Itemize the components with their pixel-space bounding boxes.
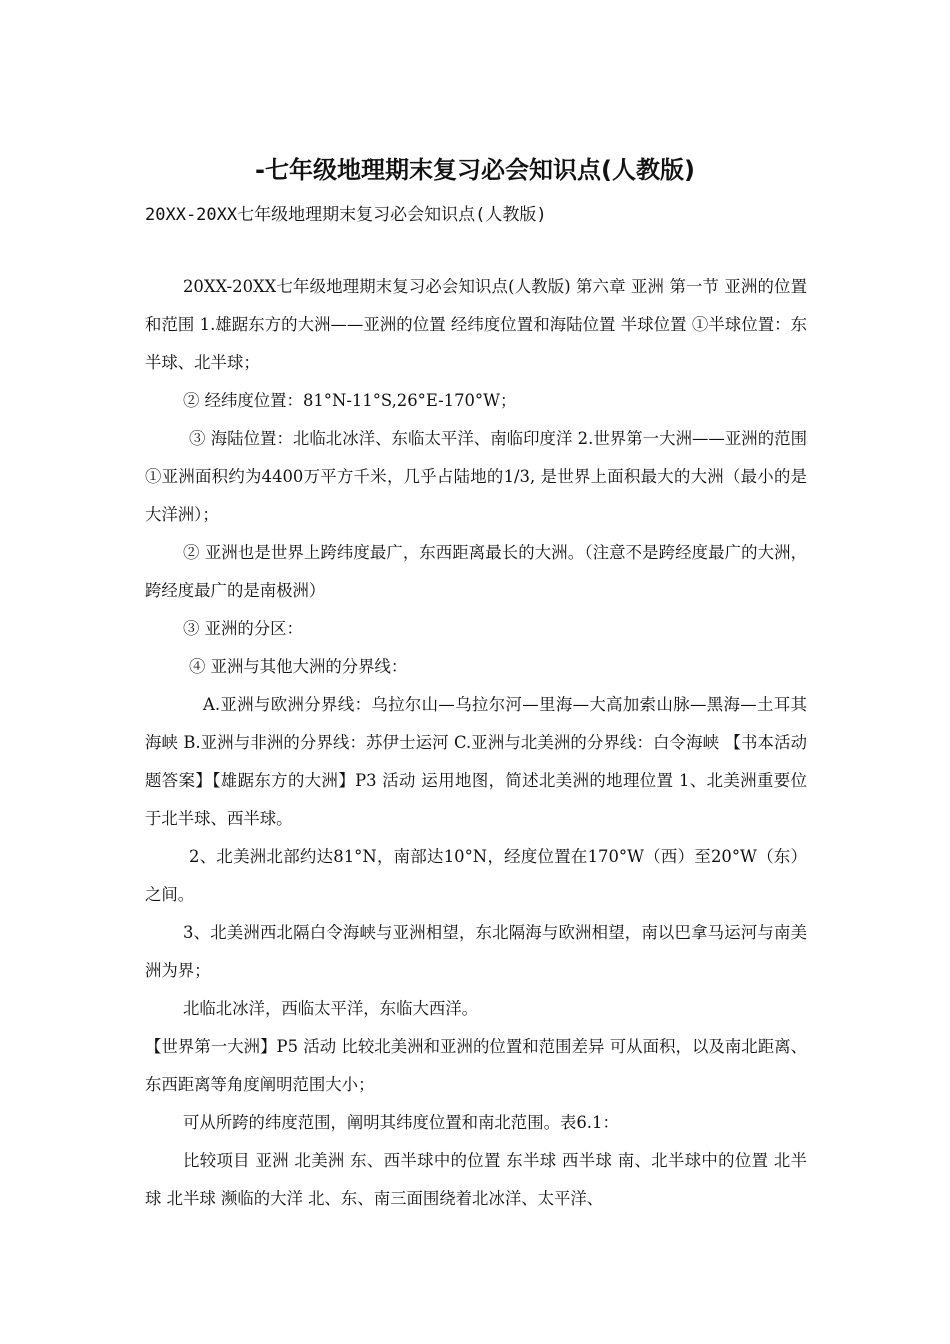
- paragraph: 20XX-20XX七年级地理期末复习必会知识点(人教版) 第六章 亚洲 第一节 亚洲的位置和范围 1.雄踞东方的大洲——亚洲的位置 经纬度位置和海陆位置 半球位置 ①半球位置：东半球、北半球；: [145, 277, 807, 372]
- paragraph: 【世界第一大洲】P5 活动 比较北美洲和亚洲的位置和范围差异 可从面积，以及南北距离、东西距离等角度阐明范围大小；: [145, 1037, 807, 1094]
- paragraph: 3、北美洲西北隔白令海峡与亚洲相望，东北隔海与欧洲相望，南以巴拿马运河与南美洲为界；: [145, 923, 807, 980]
- document-title: -七年级地理期末复习必会知识点(人教版): [255, 156, 695, 184]
- document-body: [145, 268, 807, 1218]
- document-subtitle: 20XX-20XX七年级地理期末复习必会知识点(人教版): [145, 205, 547, 225]
- paragraph: 北临北冰洋，西临太平洋，东临大西洋。: [183, 999, 479, 1018]
- paragraph: A.亚洲与欧洲分界线：乌拉尔山—乌拉尔河—里海—大高加索山脉—黑海—土耳其海峡 B.亚洲与非洲的分界线：苏伊士运河 C.亚洲与北美洲的分界线：白令海峡 【书本活动题答案】【雄踞东方的大洲】P3 活动 运用地图，简述北美洲的地理位置 1、北美洲重要位于北半球、西半球。: [145, 695, 807, 828]
- paragraph: 可从所跨的纬度范围，阐明其纬度位置和南北范围。表6.1：: [183, 1113, 619, 1132]
- paragraph: ② 经纬度位置：81°N-11°S,26°E-170°W；: [183, 391, 517, 410]
- paragraph: ② 亚洲也是世界上跨纬度最广，东西距离最长的大洲。（注意不是跨经度最广的大洲，跨经度最广的是南极洲）: [145, 543, 807, 600]
- paragraph: 比较项目 亚洲 北美洲 东、西半球中的位置 东半球 西半球 南、北半球中的位置 北半球 北半球 濒临的大洋 北、东、南三面围绕着北冰洋、太平洋、: [145, 1151, 807, 1208]
- paragraph: ④ 亚洲与其他大洲的分界线：: [189, 657, 408, 676]
- paragraph: 2、北美洲北部约达81°N，南部达10°N，经度位置在170°W（西）至20°W（东）之间。: [145, 847, 807, 904]
- paragraph: ③ 海陆位置：北临北冰洋、东临太平洋、南临印度洋 2.世界第一大洲——亚洲的范围 ①亚洲面积约为4400万平方千米，几乎占陆地的1/3, 是世界上面积最大的大洲（最小的是大洋洲）；: [145, 429, 807, 524]
- paragraph: ③ 亚洲的分区：: [183, 619, 303, 638]
